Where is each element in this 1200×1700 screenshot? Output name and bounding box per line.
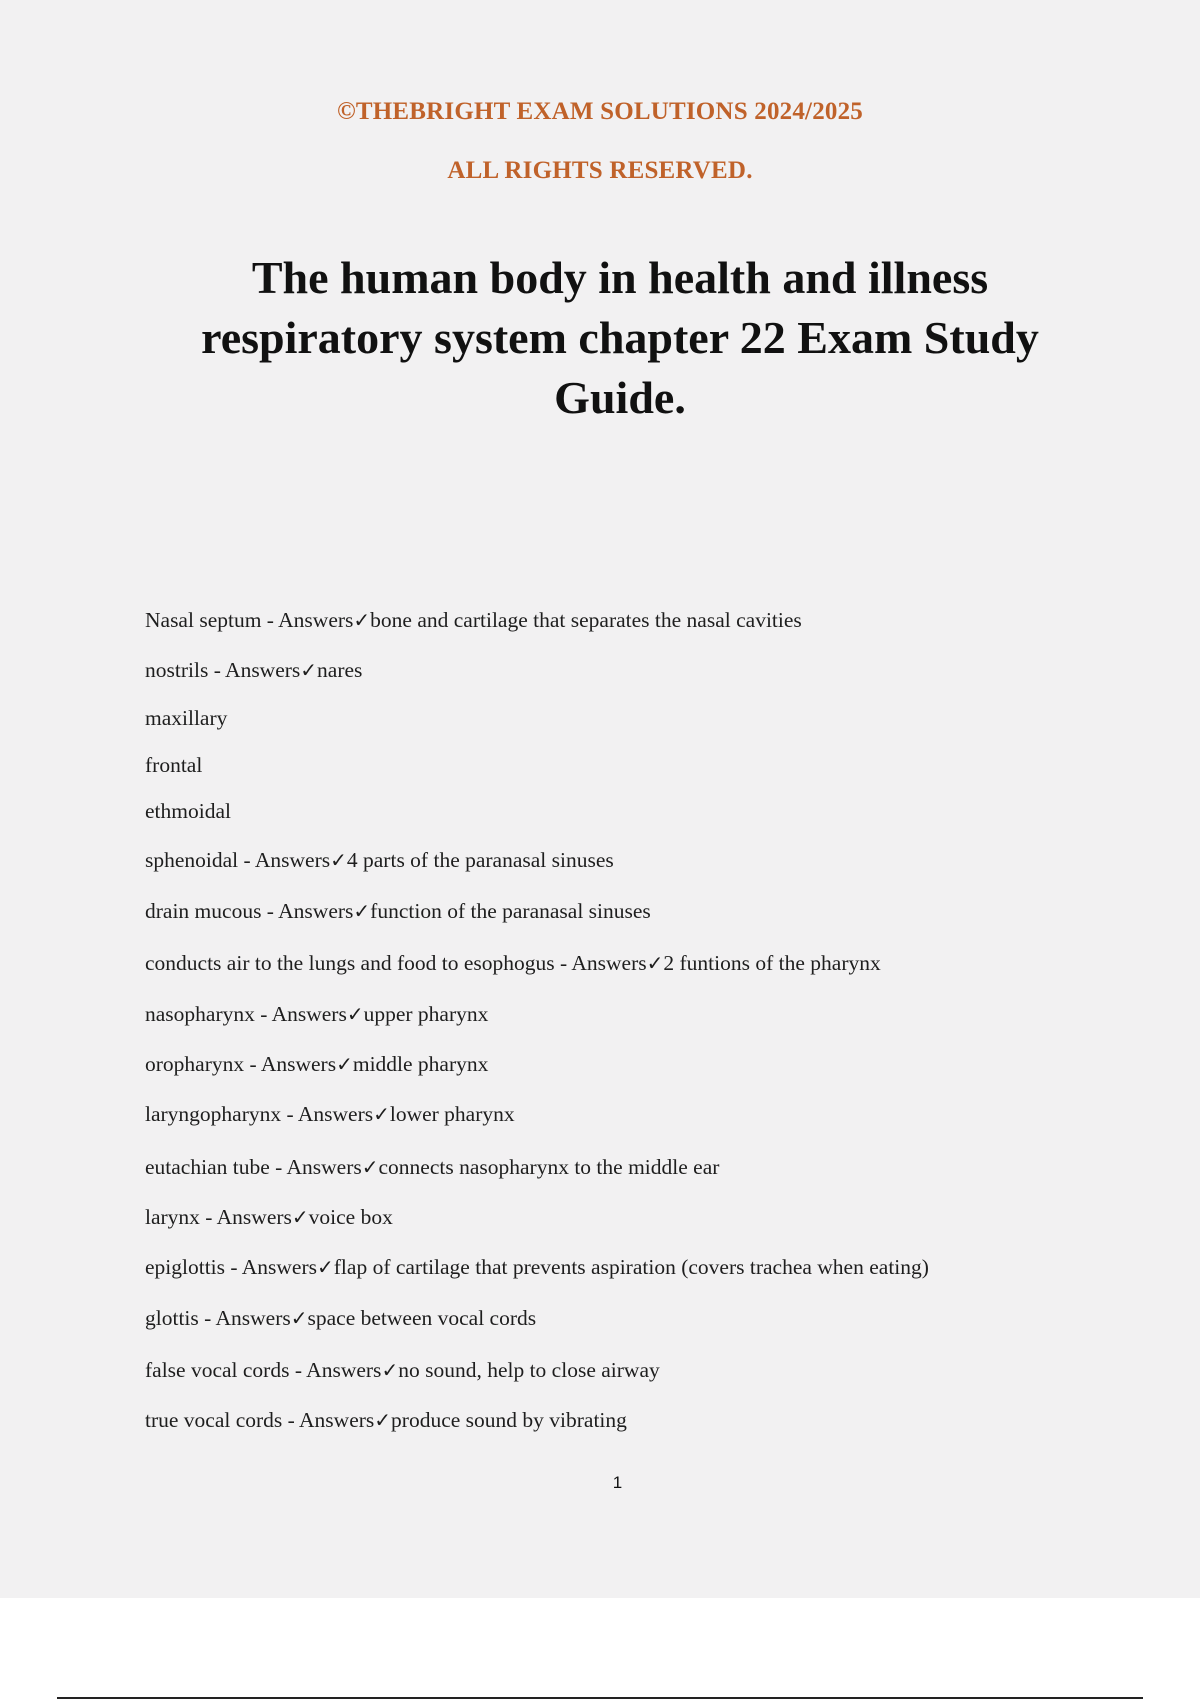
footer-divider <box>57 1697 1143 1699</box>
page-number: 1 <box>612 1473 623 1492</box>
document-title <box>140 248 1100 428</box>
qa-term: conducts air to the lungs and food to esophogus - Answers <box>145 951 647 975</box>
qa-answer: 4 parts of the paranasal sinuses <box>346 848 614 872</box>
qa-item <box>145 1151 719 1183</box>
qa-answer: connects nasopharynx to the middle ear <box>378 1155 720 1179</box>
checkmark-icon: ✓ <box>353 899 371 923</box>
qa-term: true vocal cords - Answers <box>145 1408 375 1432</box>
qa-item <box>145 947 881 979</box>
qa-term: eutachian tube - Answers <box>145 1155 362 1179</box>
title-line: The human body in health and illness <box>251 252 989 303</box>
checkmark-icon: ✓ <box>374 1408 392 1432</box>
checkmark-icon: ✓ <box>330 848 347 872</box>
qa-item <box>145 844 614 876</box>
qa-term: oropharynx - Answers <box>145 1052 337 1076</box>
qa-answer: lower pharynx <box>389 1102 515 1126</box>
checkmark-icon: ✓ <box>353 608 371 632</box>
qa-answer: produce sound by vibrating <box>391 1408 627 1432</box>
checkmark-icon: ✓ <box>300 658 318 682</box>
qa-answer: voice box <box>308 1205 393 1229</box>
qa-answer: bone and cartilage that separates the nasal cavities <box>370 608 802 632</box>
qa-item <box>145 795 231 827</box>
checkmark-icon: ✓ <box>290 1306 308 1330</box>
title-line: Guide. <box>554 372 686 423</box>
qa-term: glottis - Answers <box>145 1306 291 1330</box>
qa-term: nostrils - Answers <box>145 658 301 682</box>
qa-answer: nares <box>317 658 363 682</box>
qa-answer: space between vocal cords <box>307 1306 537 1330</box>
qa-term: Nasal septum - Answers <box>145 608 354 632</box>
qa-item <box>145 1251 929 1283</box>
checkmark-icon: ✓ <box>373 1102 390 1126</box>
qa-item <box>145 1201 393 1233</box>
qa-item <box>145 1098 515 1130</box>
checkmark-icon: ✓ <box>381 1358 399 1382</box>
qa-term: larynx - Answers <box>145 1205 292 1229</box>
qa-item <box>145 702 227 734</box>
qa-item <box>145 1404 627 1436</box>
qa-term: drain mucous - Answers <box>145 899 354 923</box>
qa-answer: function of the paranasal sinuses <box>370 899 651 923</box>
qa-term: sphenoidal - Answers <box>145 848 331 872</box>
title-line: respiratory system chapter 22 Exam Study <box>201 312 1039 363</box>
checkmark-icon: ✓ <box>646 951 664 975</box>
checkmark-icon: ✓ <box>317 1255 334 1279</box>
qa-item <box>145 749 202 781</box>
qa-term: false vocal cords - Answers <box>145 1358 382 1382</box>
checkmark-icon: ✓ <box>291 1205 309 1229</box>
checkmark-icon: ✓ <box>361 1155 379 1179</box>
qa-answer: no sound, help to close airway <box>398 1358 660 1382</box>
qa-term: maxillary <box>145 706 228 730</box>
qa-term: frontal <box>145 753 203 777</box>
qa-item <box>145 1354 660 1386</box>
qa-item <box>145 998 488 1030</box>
qa-item <box>145 654 362 686</box>
qa-item <box>145 604 802 636</box>
qa-item <box>145 1302 536 1334</box>
qa-item <box>145 895 651 927</box>
rights-reserved-notice: ALL RIGHTS RESERVED. <box>447 157 753 184</box>
copyright-notice: ©THEBRIGHT EXAM SOLUTIONS 2024/2025 <box>336 98 863 125</box>
checkmark-icon: ✓ <box>336 1052 353 1076</box>
qa-answer: upper pharynx <box>363 1002 489 1026</box>
qa-term: laryngopharynx - Answers <box>145 1102 374 1126</box>
qa-term: ethmoidal <box>145 799 231 823</box>
qa-answer: middle pharynx <box>352 1052 489 1076</box>
qa-term: nasopharynx - Answers <box>145 1002 347 1026</box>
qa-item <box>145 1048 488 1080</box>
qa-answer: 2 funtions of the pharynx <box>663 951 881 975</box>
checkmark-icon: ✓ <box>346 1002 364 1026</box>
qa-answer: flap of cartilage that prevents aspiration (covers trachea when eating) <box>333 1255 929 1279</box>
qa-term: epiglottis - Answers <box>145 1255 317 1279</box>
